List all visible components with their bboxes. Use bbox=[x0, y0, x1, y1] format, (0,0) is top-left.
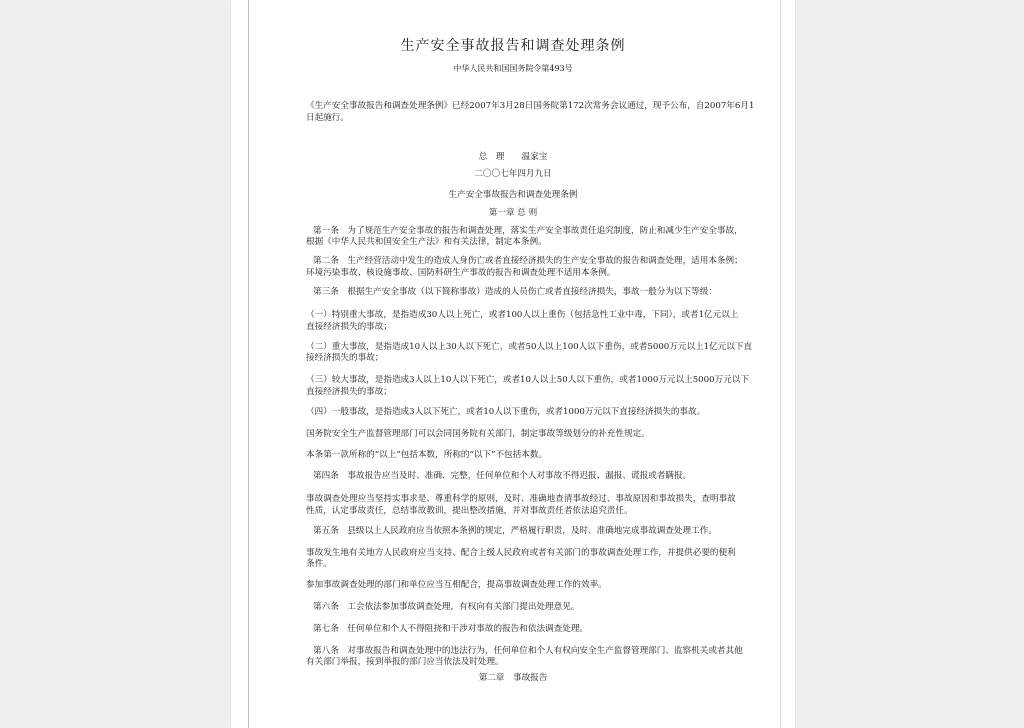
chapter-heading-1: 第一章 总 则 bbox=[488, 208, 538, 218]
article-2-line-2: 环境污染事故、核设施事故、国防科研生产事故的报告和调查处理不适用本条例。 bbox=[306, 268, 616, 278]
investigation-line-2: 性质，认定事故责任，总结事故教训，提出整改措施，并对事故责任者依法追究责任。 bbox=[306, 506, 633, 516]
inner-title: 生产安全事故报告和调查处理条例 bbox=[448, 190, 578, 200]
article-6: 第六条 工会依法参加事故调查处理，有权向有关部门提出处理意见。 bbox=[313, 602, 580, 612]
page-margin-line bbox=[248, 0, 249, 728]
level-3-line-1: （三）较大事故，是指造成3人以上10人以下死亡，或者10人以上50人以下重伤，或者1000万元以上5000万元以下 bbox=[306, 375, 749, 385]
level-1-line-2: 直接经济损失的事故； bbox=[306, 322, 392, 332]
level-2-line-1: （二）重大事故，是指造成10人以上30人以下死亡，或者50人以上100人以下重伤，或者5000万元以上1亿元以下直 bbox=[306, 342, 753, 352]
article-2-line-1: 第二条 生产经营活动中发生的造成人身伤亡或者直接经济损失的生产安全事故的报告和调查处理，适用本条例； bbox=[313, 256, 743, 266]
viewer-background-right bbox=[795, 0, 1024, 728]
document-title: 生产安全事故报告和调查处理条例 bbox=[400, 38, 626, 54]
viewer-background-left bbox=[0, 0, 231, 728]
signer: 总 理 温家宝 bbox=[478, 152, 548, 162]
article-4: 第四条 事故报告应当及时、准确、完整，任何单位和个人对事故不得迟报、漏报、谎报或者瞒报。 bbox=[313, 471, 692, 481]
level-1-line-1: （一）特别重大事故，是指造成30人以上死亡，或者100人以上重伤（包括急性工业中毒，下同），或者1亿元以上 bbox=[306, 310, 739, 320]
supplement-rule: 国务院安全生产监督管理部门可以会同国务院有关部门，制定事故等级划分的补充性规定。 bbox=[306, 429, 650, 439]
chapter-heading-2: 第二章 事故报告 bbox=[478, 673, 548, 683]
signing-date: 二〇〇七年四月九日 bbox=[474, 169, 552, 179]
local-gov-line-1: 事故发生地有关地方人民政府应当支持、配合上级人民政府或者有关部门的事故调查处理工作，并提供必要的便利 bbox=[306, 548, 736, 558]
article-8-line-1: 第八条 对事故报告和调查处理中的违法行为，任何单位和个人有权向安全生产监督管理部门、监察机关或者其他 bbox=[313, 646, 743, 656]
level-2-line-2: 接经济损失的事故； bbox=[306, 353, 384, 363]
inclusive-note: 本条第一款所称的“以上”包括本数，所称的“以下”不包括本数。 bbox=[306, 450, 548, 460]
article-3: 第三条 根据生产安全事故（以下简称事故）造成的人员伤亡或者直接经济损失，事故一般分为以下等级： bbox=[313, 287, 717, 297]
page-margin-line-right bbox=[780, 0, 781, 728]
article-1-line-1: 第一条 为了规范生产安全事故的报告和调查处理，落实生产安全事故责任追究制度，防止和减少生产安全事故， bbox=[313, 226, 743, 236]
article-1-line-2: 根据《中华人民共和国安全生产法》和有关法律，制定本条例。 bbox=[306, 237, 547, 247]
cooperation: 参加事故调查处理的部门和单位应当互相配合，提高事故调查处理工作的效率。 bbox=[306, 580, 607, 590]
level-4: （四）一般事故，是指造成3人以下死亡，或者10人以下重伤，或者1000万元以下直接经济损失的事故。 bbox=[306, 407, 706, 417]
preamble-line-1: 《生产安全事故报告和调查处理条例》已经2007年3月28日国务院第172次常务会议通过，现予公布，自2007年6月1 bbox=[306, 101, 755, 111]
investigation-line-1: 事故调查处理应当坚持实事求是、尊重科学的原则，及时、准确地查清事故经过、事故原因和事故损失，查明事故 bbox=[306, 494, 736, 504]
decree-number: 中华人民共和国国务院令第493号 bbox=[453, 64, 573, 73]
level-3-line-2: 直接经济损失的事故； bbox=[306, 387, 392, 397]
preamble-line-2: 日起施行。 bbox=[306, 113, 349, 123]
article-7: 第七条 任何单位和个人不得阻挠和干涉对事故的报告和依法调查处理。 bbox=[313, 624, 589, 634]
article-5: 第五条 县级以上人民政府应当依照本条例的规定，严格履行职责，及时、准确地完成事故调查处理工作。 bbox=[313, 526, 717, 536]
article-8-line-2: 有关部门举报，接到举报的部门应当依法及时处理。 bbox=[306, 657, 504, 667]
local-gov-line-2: 条件。 bbox=[306, 559, 332, 569]
